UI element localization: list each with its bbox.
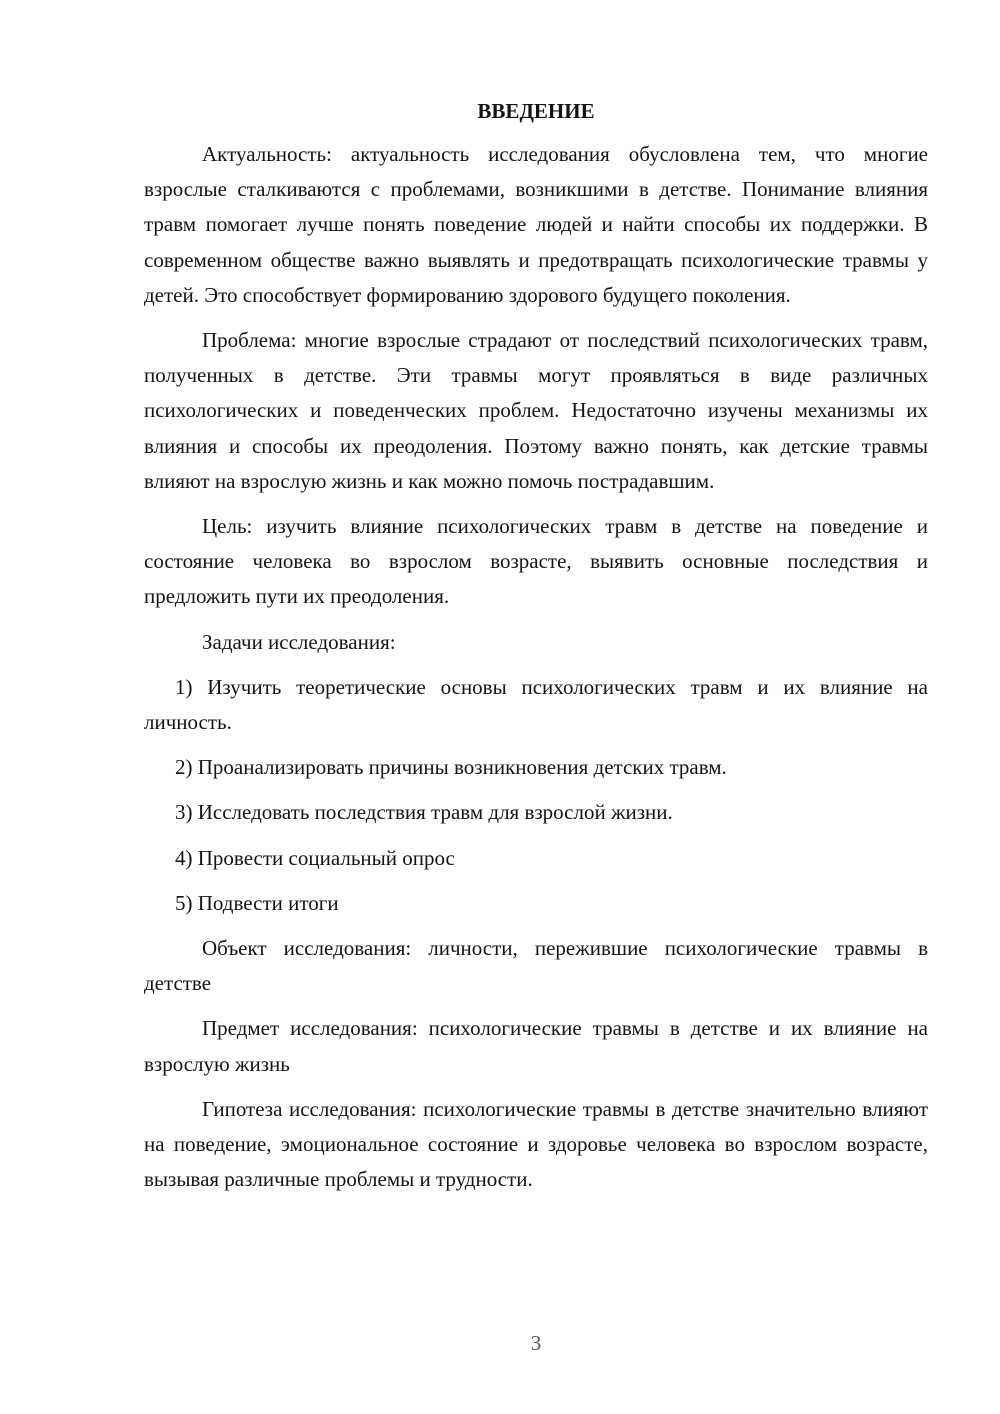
hypothesis-paragraph: Гипотеза исследования: психологические травмы в детстве значительно влияют на поведение, эмоциональное состояние и здоровье человека во взрослом возрасте, вызывая различные проблемы и трудности. — [144, 1096, 928, 1192]
task-item-5: 5) Подвести итоги — [175, 890, 339, 915]
task-item-3: 3) Исследовать последствия травм для взрослой жизни. — [175, 800, 673, 825]
task-item-2: 2) Проанализировать причины возникновения детских травм. — [175, 755, 727, 780]
task-item-1: 1) Изучить теоретические основы психологических травм и их влияние на личность. — [144, 674, 928, 735]
subject-paragraph: Предмет исследования: психологические травмы в детстве и их влияние на взрослую жизнь — [144, 1016, 928, 1076]
goal-paragraph: Цель: изучить влияние психологических травм в детстве на поведение и состояние человека во взрослом возрасте, выявить основные последствия и предложить пути их преодоления. — [144, 514, 928, 609]
tasks-label: Задачи исследования: — [202, 629, 396, 654]
page-number: 3 — [530, 1331, 542, 1355]
task-item-4: 4) Провести социальный опрос — [175, 845, 455, 870]
object-paragraph: Объект исследования: личности, пережившие психологические травмы в детстве — [144, 936, 928, 996]
section-heading: ВВЕДЕНИЕ — [477, 99, 595, 123]
page-content — [144, 94, 928, 1207]
relevance-paragraph: Актуальность: актуальность исследования обусловлена тем, что многие взрослые сталкиваются с проблемами, возникшими в детстве. Понимание влияния травм помогает лучше понять поведение людей и найти способы их поддержки. В современном обществе важно выявлять и предотвращать психологические травмы у детей. Это способствует формированию здорового будущего поколения. — [144, 142, 928, 307]
problem-paragraph: Проблема: многие взрослые страдают от последствий психологических травм, полученных в детстве. Эти травмы могут проявляться в виде различных психологических и поведенческих проблем. Недостаточно изучены механизмы их влияния и способы их преодоления. Поэтому важно понять, как детские травмы влияют на взрослую жизнь и как можно помочь пострадавшим. — [144, 328, 928, 493]
